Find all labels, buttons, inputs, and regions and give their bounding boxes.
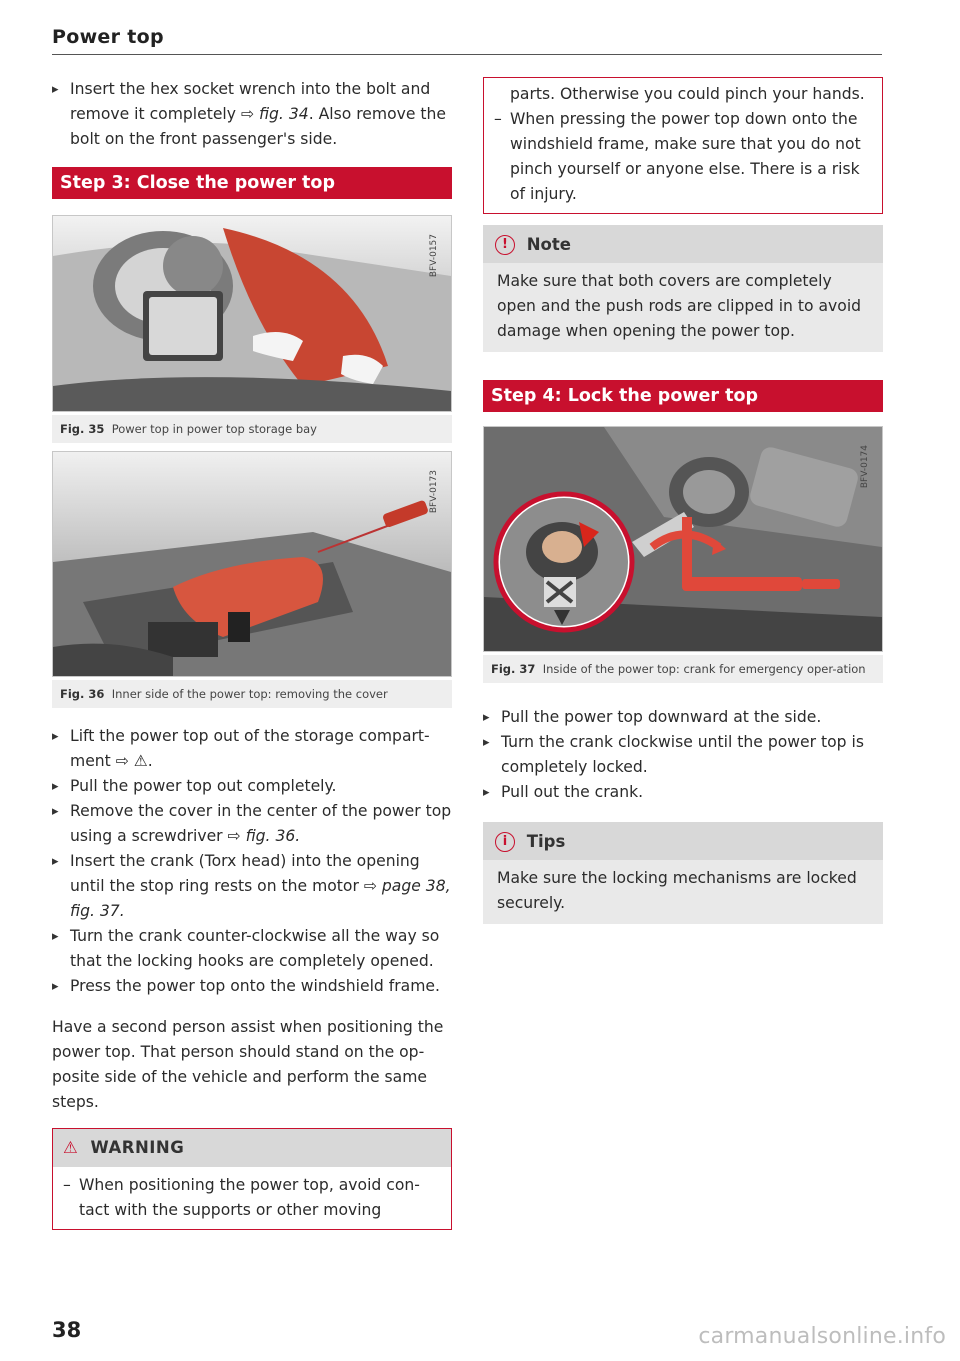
figure-35-caption <box>52 415 452 443</box>
note-icon: ! <box>495 235 515 255</box>
figure-35 <box>52 215 452 443</box>
note-title: Note <box>526 234 571 254</box>
tips-box <box>483 822 883 924</box>
step3-bullet-1: ▸ Lift the power top out of the storage compart-ment ⇨ ⚠. <box>52 724 452 774</box>
right-column <box>483 77 883 924</box>
warning-title: WARNING <box>90 1138 185 1157</box>
power-top-storage-illustration <box>53 216 451 412</box>
figure-36-label: Fig. 36 <box>60 687 105 701</box>
warning-box <box>52 1128 452 1230</box>
figure-37 <box>483 426 883 683</box>
step4-instructions <box>483 705 883 805</box>
tips-header <box>483 822 883 860</box>
watermark: carmanualsonline.info <box>698 1324 946 1349</box>
figure-37-label: Fig. 37 <box>491 662 536 676</box>
warning-icon: ⚠ <box>63 1138 79 1157</box>
step3-bullet-4 <box>52 849 452 924</box>
figure-36-image <box>52 451 452 677</box>
figure-36-code: BFV-0173 <box>429 470 439 514</box>
left-column <box>52 77 452 1230</box>
cover-removal-illustration <box>53 452 451 677</box>
intro-bullet-text: Insert the hex socket wrench into the bolt and remove it completely <box>70 80 431 123</box>
fig36-reference[interactable]: ⇨ fig. 36. <box>227 827 301 845</box>
tips-title: Tips <box>526 831 566 851</box>
page-header-title: Power top <box>52 26 164 48</box>
warning-item-1: – When positioning the power top, avoid con-tact with the supports or other moving <box>53 1173 443 1223</box>
note-text: Make sure that both covers are completely open and the push rods are clipped in to avoid damage when opening the power top. <box>497 272 862 340</box>
page-number: 38 <box>52 1318 82 1342</box>
figure-36 <box>52 451 452 708</box>
intro-bullet-tail: . Also remove the bolt on the front passenger's side. <box>70 105 447 148</box>
step4-heading: Step 4: Lock the power top <box>483 380 883 412</box>
warning-header <box>53 1129 451 1167</box>
warning-item-2: – When pressing the power top down onto the windshield frame, make sure that you do not pinch yourself or anyone else. There is a risk of injury. <box>484 107 874 207</box>
step3-bullet-3 <box>52 799 452 849</box>
step4-bullet-1: ▸ Pull the power top downward at the side. <box>483 705 883 730</box>
figure-37-caption-text: Inside of the power top: crank for emergency oper-ation <box>542 662 866 676</box>
step4-bullet-2: ▸ Turn the crank clockwise until the power top is completely locked. <box>483 730 883 780</box>
step3-bullet-5: ▸ Turn the crank counter-clockwise all the way so that the locking hooks are completely opened. <box>52 924 452 974</box>
fig34-reference[interactable]: ⇨ fig. 34 <box>240 105 309 123</box>
tips-text: Make sure the locking mechanisms are locked securely. <box>497 869 857 912</box>
step3-bullet-6: ▸ Press the power top onto the windshield frame. <box>52 974 452 999</box>
page38-fig37-reference[interactable]: ⇨ page 38, fig. 37. <box>70 877 451 920</box>
figure-37-caption <box>483 655 883 683</box>
figure-36-caption-text: Inner side of the power top: removing the cover <box>111 687 388 701</box>
assist-paragraph: Have a second person assist when positioning the power top. That person should stand on the op-posite side of the vehicle and perform the same steps. <box>52 1018 444 1111</box>
step3-bullet-2: ▸ Pull the power top out completely. <box>52 774 452 799</box>
header-divider <box>52 54 882 55</box>
figure-37-image <box>483 426 883 652</box>
step3-bullet-3-text: Remove the cover in the center of the power top using a screwdriver <box>70 802 452 845</box>
note-box <box>483 225 883 352</box>
warning-continued-text: parts. Otherwise you could pinch your hands. <box>510 85 865 103</box>
crank-emergency-illustration <box>484 427 882 652</box>
figure-35-caption-text: Power top in power top storage bay <box>111 422 317 436</box>
intro-bullet <box>52 77 452 152</box>
step3-instructions <box>52 724 452 999</box>
step3-bullet-4-text: Insert the crank (Torx head) into the opening until the stop ring rests on the motor <box>70 852 420 895</box>
figure-35-image <box>52 215 452 412</box>
figure-35-label: Fig. 35 <box>60 422 105 436</box>
figure-36-caption <box>52 680 452 708</box>
warning-body <box>53 1167 451 1229</box>
step4-bullet-3: ▸ Pull out the crank. <box>483 780 883 805</box>
info-icon: i <box>495 832 515 852</box>
figure-37-code: BFV-0174 <box>860 445 870 489</box>
step3-heading: Step 3: Close the power top <box>52 167 452 199</box>
figure-35-code: BFV-0157 <box>429 234 439 278</box>
warning-continued-box <box>483 77 883 214</box>
note-header <box>483 225 883 263</box>
